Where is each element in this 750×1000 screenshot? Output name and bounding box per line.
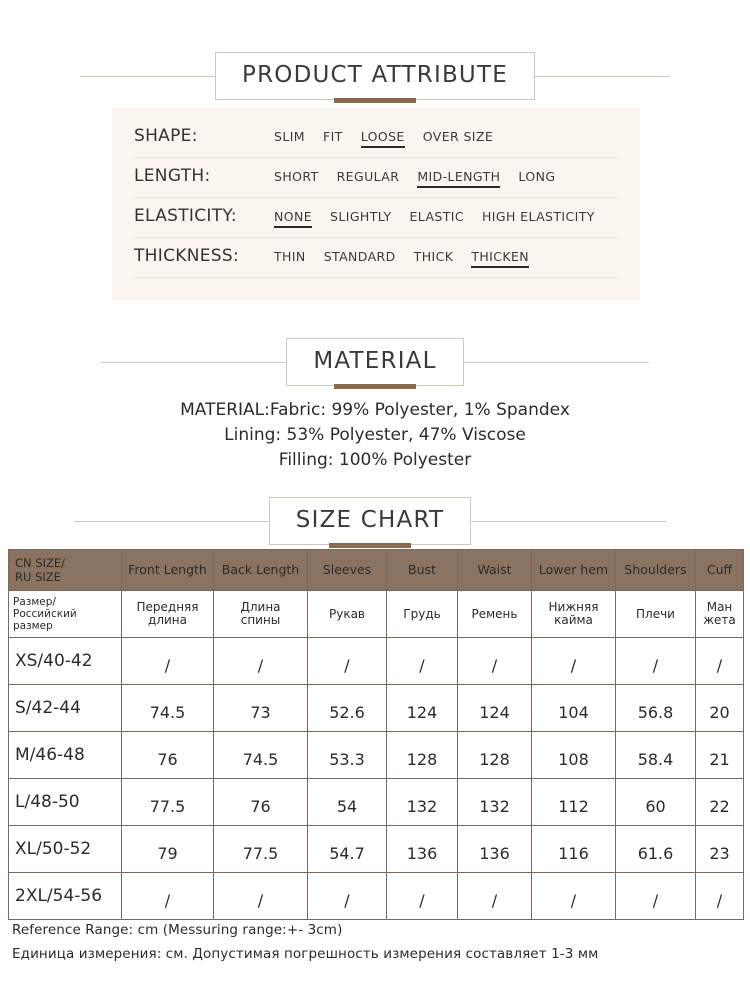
attribute-option-standard[interactable]: STANDARD: [323, 249, 396, 264]
attribute-label-shape: SHAPE:: [134, 126, 198, 146]
attribute-option-short[interactable]: SHORT: [274, 169, 319, 184]
size-chart-heading: [40, 497, 700, 545]
cell-m-shoulders: 58.4: [616, 732, 696, 779]
cell-m-lower-hem: 108: [532, 732, 616, 779]
header-ru-size-l3: размер: [13, 620, 53, 632]
product-attribute-title-box: [215, 52, 535, 100]
cell-xl-front-length: 79: [122, 826, 214, 873]
header-cn-size-line2: RU SIZE: [15, 570, 61, 584]
cell-m-back-length: 74.5: [214, 732, 308, 779]
material-title: MATERIAL: [313, 348, 437, 374]
cell-l-cuff: 22: [696, 779, 744, 826]
cell-xs-lower-hem: /: [532, 638, 616, 685]
cell-l-lower-hem: 112: [532, 779, 616, 826]
cell-xl-lower-hem: 116: [532, 826, 616, 873]
cell-xl-sleeves: 54.7: [308, 826, 387, 873]
cell-m-waist: 128: [458, 732, 532, 779]
note-english: Reference Range: cm (Messuring range:+- 3cm): [12, 922, 343, 938]
heading-rule-left: [80, 76, 215, 77]
header-ru-size-l2: Российский: [13, 608, 77, 620]
attribute-option-over-size[interactable]: OVER SIZE: [422, 129, 494, 144]
size-chart-body: [9, 638, 744, 920]
attribute-row-shape: [134, 126, 618, 158]
header-ru-shoulders: Плечи: [616, 591, 696, 638]
cell-m-cuff: 21: [696, 732, 744, 779]
cell-xl-cuff: 23: [696, 826, 744, 873]
cell-xs-back-length: /: [214, 638, 308, 685]
attribute-row-length: [134, 166, 618, 198]
header-ru-waist: Ремень: [458, 591, 532, 638]
cell-m-sleeves: 53.3: [308, 732, 387, 779]
material-rule-left: [101, 362, 286, 363]
table-row: [9, 685, 744, 732]
cell-xs-waist: /: [458, 638, 532, 685]
cell-xl-bust: 136: [387, 826, 458, 873]
cell-xs-cuff: /: [696, 638, 744, 685]
cell-s-cuff: 20: [696, 685, 744, 732]
attribute-options-length: [274, 169, 555, 188]
row-size-l: L/48-50: [9, 779, 122, 826]
cell-2xl-shoulders: /: [616, 873, 696, 920]
header-cn-ru-size: [9, 550, 122, 591]
header-shoulders: Shoulders: [616, 550, 696, 591]
measurement-notes: [12, 922, 742, 970]
attribute-option-high-elasticity[interactable]: HIGH ELASTICITY: [482, 209, 595, 224]
product-attribute-title: PRODUCT ATTRIBUTE: [242, 62, 508, 88]
cell-s-shoulders: 56.8: [616, 685, 696, 732]
attribute-label-elasticity: ELASTICITY:: [134, 206, 237, 226]
table-row: [9, 826, 744, 873]
header-row-ru: [9, 591, 744, 638]
header-row-en: [9, 550, 744, 591]
cell-2xl-cuff: /: [696, 873, 744, 920]
cell-s-bust: 124: [387, 685, 458, 732]
material-line-fabric: MATERIAL:Fabric: 99% Polyester, 1% Spandex: [180, 400, 570, 420]
cell-xl-shoulders: 61.6: [616, 826, 696, 873]
material-line-filling: Filling: 100% Polyester: [278, 450, 472, 470]
size-rule-left: [74, 521, 269, 522]
cell-2xl-waist: /: [458, 873, 532, 920]
attribute-option-loose[interactable]: LOOSE: [361, 129, 405, 148]
cell-2xl-bust: /: [387, 873, 458, 920]
header-ru-bust: Грудь: [387, 591, 458, 638]
row-size-2xl: 2XL/54-56: [9, 873, 122, 920]
header-ru-lower-hem: Нижняя кайма: [532, 591, 616, 638]
attribute-option-regular[interactable]: REGULAR: [336, 169, 400, 184]
header-ru-back-length: Длина спины: [214, 591, 308, 638]
cell-s-sleeves: 52.6: [308, 685, 387, 732]
product-attribute-heading: [75, 52, 675, 100]
cell-l-shoulders: 60: [616, 779, 696, 826]
cell-l-sleeves: 54: [308, 779, 387, 826]
row-size-xs: XS/40-42: [9, 638, 122, 685]
cell-s-front-length: 74.5: [122, 685, 214, 732]
attribute-label-length: LENGTH:: [134, 166, 211, 186]
header-cuff: Cuff: [696, 550, 744, 591]
attribute-options-shape: [274, 129, 493, 148]
cell-xl-waist: 136: [458, 826, 532, 873]
header-ru-size-l1: Размер/: [13, 596, 56, 608]
cell-s-back-length: 73: [214, 685, 308, 732]
attribute-row-elasticity: [134, 206, 618, 238]
header-ru-sleeves: Рукав: [308, 591, 387, 638]
attribute-option-none[interactable]: NONE: [274, 209, 312, 228]
cell-2xl-lower-hem: /: [532, 873, 616, 920]
cell-s-lower-hem: 104: [532, 685, 616, 732]
cell-s-waist: 124: [458, 685, 532, 732]
size-accent-underline: [329, 543, 411, 548]
cell-m-bust: 128: [387, 732, 458, 779]
material-content: [0, 398, 750, 473]
header-back-length: Back Length: [214, 550, 308, 591]
size-chart-table: [8, 549, 744, 920]
attribute-label-thickness: THICKNESS:: [134, 246, 239, 266]
attribute-option-mid-length[interactable]: MID-LENGTH: [417, 169, 500, 188]
cell-l-waist: 132: [458, 779, 532, 826]
header-cn-size-line1: CN SIZE/: [15, 556, 65, 570]
material-rule-right: [464, 362, 649, 363]
attribute-option-elastic[interactable]: ELASTIC: [409, 209, 464, 224]
cell-2xl-front-length: /: [122, 873, 214, 920]
header-front-length: Front Length: [122, 550, 214, 591]
cell-2xl-back-length: /: [214, 873, 308, 920]
row-size-xl: XL/50-52: [9, 826, 122, 873]
size-chart-title: SIZE CHART: [295, 507, 445, 533]
product-attribute-panel: [112, 108, 640, 300]
attribute-options-elasticity: [274, 209, 595, 228]
table-row: [9, 732, 744, 779]
header-ru-size: [9, 591, 122, 638]
attribute-option-slim[interactable]: SLIM: [274, 129, 305, 144]
header-lower-hem: Lower hem: [532, 550, 616, 591]
attribute-option-slightly[interactable]: SLIGHTLY: [330, 209, 392, 224]
attribute-option-long[interactable]: LONG: [518, 169, 556, 184]
size-chart-title-box: [269, 497, 471, 545]
table-row: [9, 873, 744, 920]
heading-accent-underline: [334, 98, 416, 103]
attribute-options-thickness: [274, 249, 529, 268]
cell-l-back-length: 76: [214, 779, 308, 826]
cell-xl-back-length: 77.5: [214, 826, 308, 873]
cell-m-front-length: 76: [122, 732, 214, 779]
cell-xs-front-length: /: [122, 638, 214, 685]
cell-xs-shoulders: /: [616, 638, 696, 685]
attribute-option-thick[interactable]: THICK: [413, 249, 454, 264]
material-accent-underline: [334, 384, 416, 389]
header-bust: Bust: [387, 550, 458, 591]
cell-l-front-length: 77.5: [122, 779, 214, 826]
cell-xs-sleeves: /: [308, 638, 387, 685]
size-rule-right: [471, 521, 666, 522]
attribute-option-fit[interactable]: FIT: [322, 129, 343, 144]
attribute-option-thin[interactable]: THIN: [274, 249, 306, 264]
row-size-m: M/46-48: [9, 732, 122, 779]
material-line-lining: Lining: 53% Polyester, 47% Viscose: [224, 425, 526, 445]
material-heading: [55, 338, 695, 386]
heading-rule-right: [535, 76, 670, 77]
attribute-option-thicken[interactable]: THICKEN: [471, 249, 529, 268]
row-size-s: S/42-44: [9, 685, 122, 732]
size-chart-head: [9, 550, 744, 638]
attribute-row-thickness: [134, 246, 618, 278]
header-waist: Waist: [458, 550, 532, 591]
size-chart-table-wrap: [8, 549, 743, 920]
cell-l-bust: 132: [387, 779, 458, 826]
header-ru-cuff: Ман жета: [696, 591, 744, 638]
header-sleeves: Sleeves: [308, 550, 387, 591]
cell-2xl-sleeves: /: [308, 873, 387, 920]
cell-xs-bust: /: [387, 638, 458, 685]
material-title-box: [286, 338, 463, 386]
table-row: [9, 779, 744, 826]
note-russian: Единица измерения: см. Допустимая погрешность измерения составляет 1-3 мм: [12, 946, 599, 962]
header-ru-front-length: Передняя длина: [122, 591, 214, 638]
table-row: [9, 638, 744, 685]
